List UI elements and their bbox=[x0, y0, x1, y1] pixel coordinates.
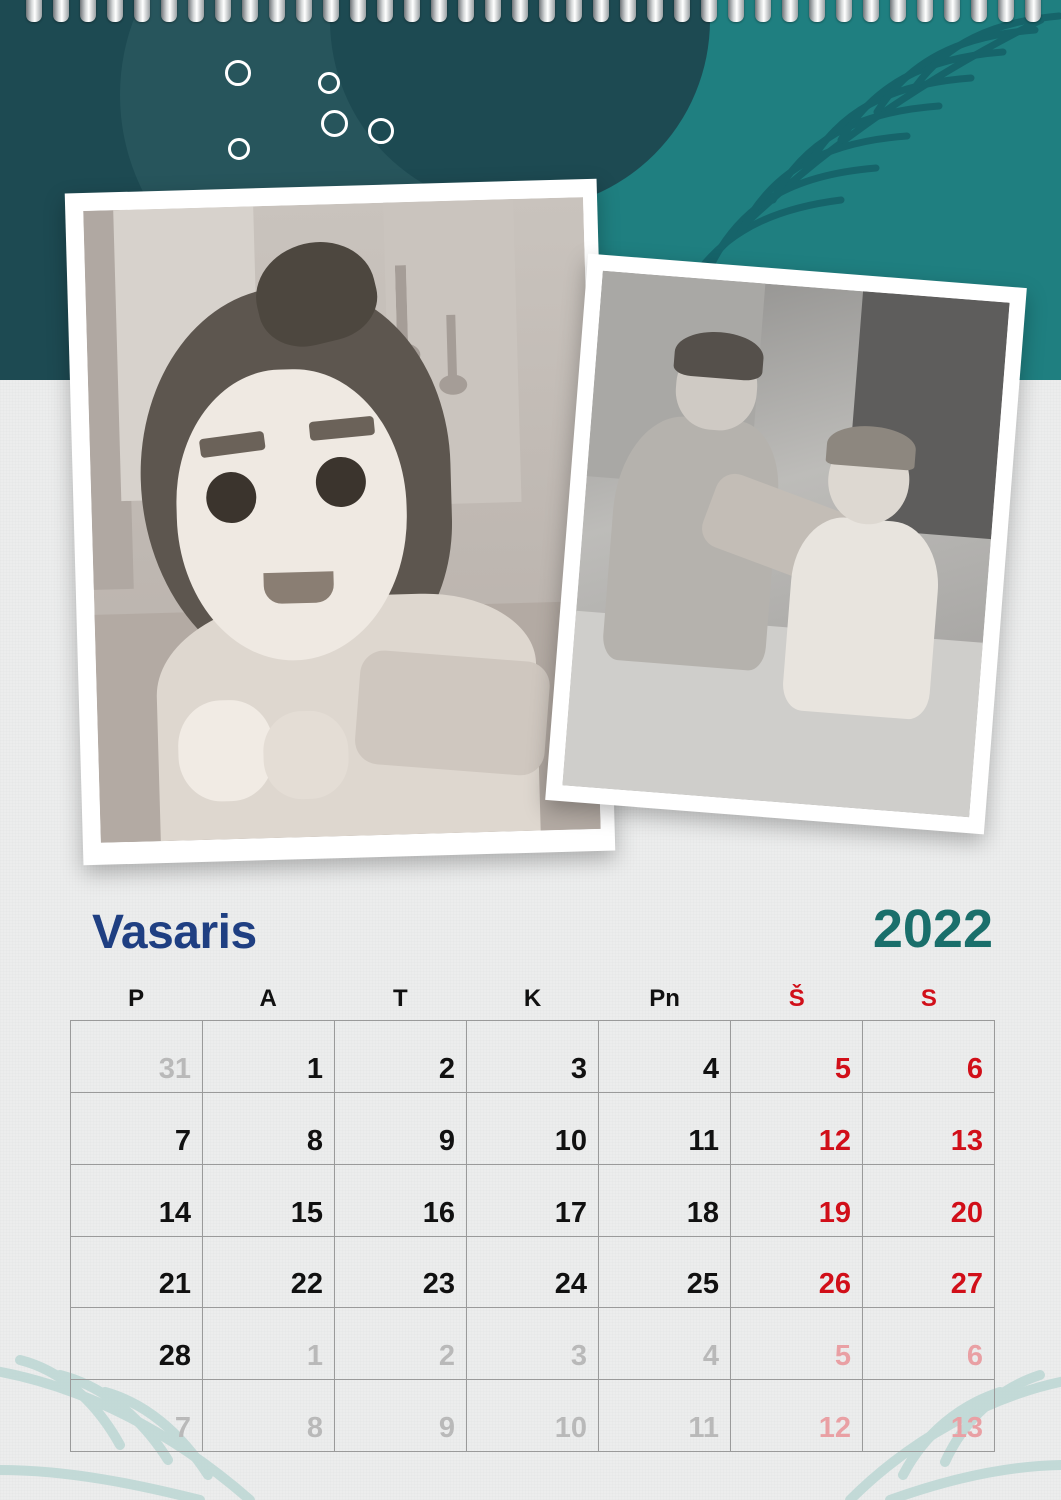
day-cell[interactable] bbox=[203, 1021, 335, 1093]
year-title: 2022 bbox=[872, 899, 993, 959]
day-number: 23 bbox=[422, 1268, 455, 1301]
day-number: 4 bbox=[702, 1052, 719, 1085]
spiral-coil bbox=[26, 0, 42, 22]
day-cell[interactable] bbox=[599, 1308, 731, 1380]
spiral-coil bbox=[485, 0, 501, 22]
spiral-coil bbox=[458, 0, 474, 22]
spiral-coil bbox=[539, 0, 555, 22]
day-cell[interactable] bbox=[203, 1380, 335, 1452]
day-number: 8 bbox=[306, 1124, 323, 1157]
day-number: 19 bbox=[818, 1196, 851, 1229]
day-cell[interactable] bbox=[599, 1093, 731, 1165]
spiral-coil bbox=[53, 0, 69, 22]
day-number: 22 bbox=[290, 1268, 323, 1301]
weekday-label-wed: T bbox=[393, 985, 408, 1012]
spiral-coil bbox=[80, 0, 96, 22]
day-number: 20 bbox=[950, 1196, 983, 1229]
day-number: 5 bbox=[834, 1052, 851, 1085]
day-number: 3 bbox=[570, 1340, 587, 1373]
day-number: 7 bbox=[174, 1412, 191, 1444]
day-number: 7 bbox=[174, 1124, 191, 1157]
spiral-binding bbox=[0, 0, 1061, 34]
spiral-coil bbox=[323, 0, 339, 22]
day-cell[interactable] bbox=[335, 1021, 467, 1093]
day-number: 12 bbox=[818, 1412, 851, 1444]
spiral-coil bbox=[701, 0, 717, 22]
spiral-coil bbox=[863, 0, 879, 22]
spiral-coil bbox=[647, 0, 663, 22]
day-number: 21 bbox=[158, 1268, 191, 1301]
day-number: 24 bbox=[554, 1268, 587, 1301]
bubble-icon bbox=[368, 118, 394, 144]
day-number: 9 bbox=[438, 1412, 455, 1444]
day-number: 28 bbox=[158, 1340, 191, 1373]
day-cell[interactable] bbox=[203, 1308, 335, 1380]
spiral-coil bbox=[161, 0, 177, 22]
day-cell[interactable] bbox=[467, 1237, 599, 1309]
father-and-child-photo-image bbox=[562, 271, 1009, 817]
weekday-label-mon: P bbox=[128, 985, 145, 1012]
spiral-coil bbox=[728, 0, 744, 22]
bubble-icon bbox=[318, 72, 340, 94]
day-number: 12 bbox=[818, 1124, 851, 1157]
day-cell[interactable] bbox=[71, 1380, 203, 1452]
day-cell[interactable] bbox=[335, 1165, 467, 1237]
day-cell[interactable] bbox=[71, 1093, 203, 1165]
day-number: 8 bbox=[306, 1412, 323, 1444]
day-cell[interactable] bbox=[71, 1165, 203, 1237]
day-cell[interactable] bbox=[863, 1237, 995, 1309]
day-number: 11 bbox=[688, 1124, 719, 1157]
spiral-coil bbox=[755, 0, 771, 22]
day-cell[interactable] bbox=[203, 1093, 335, 1165]
day-cell[interactable] bbox=[599, 1165, 731, 1237]
day-number: 10 bbox=[554, 1412, 587, 1444]
day-number: 3 bbox=[570, 1052, 587, 1085]
day-cell[interactable] bbox=[731, 1093, 863, 1165]
spiral-coil bbox=[971, 0, 987, 22]
calendar-grid bbox=[70, 1020, 995, 1452]
day-cell[interactable] bbox=[467, 1380, 599, 1452]
weekday-header-row bbox=[70, 985, 995, 1013]
day-number: 31 bbox=[158, 1052, 191, 1085]
day-number: 6 bbox=[966, 1052, 983, 1085]
weekday-label-tue: A bbox=[259, 985, 277, 1012]
day-cell[interactable] bbox=[863, 1021, 995, 1093]
day-cell[interactable] bbox=[335, 1308, 467, 1380]
spiral-coil bbox=[836, 0, 852, 22]
spiral-coil bbox=[890, 0, 906, 22]
spiral-coil bbox=[620, 0, 636, 22]
day-cell[interactable] bbox=[863, 1165, 995, 1237]
day-number: 5 bbox=[834, 1340, 851, 1373]
weekday-label-sun: S bbox=[920, 985, 937, 1012]
spiral-coil bbox=[269, 0, 285, 22]
day-number: 2 bbox=[438, 1340, 455, 1373]
day-number: 2 bbox=[438, 1052, 455, 1085]
day-number: 11 bbox=[688, 1412, 719, 1444]
day-number: 17 bbox=[554, 1196, 587, 1229]
spiral-coil bbox=[350, 0, 366, 22]
spiral-coil bbox=[782, 0, 798, 22]
day-cell[interactable] bbox=[71, 1237, 203, 1309]
spiral-coil bbox=[566, 0, 582, 22]
weekday-label-sat: Š bbox=[788, 985, 805, 1012]
day-cell[interactable] bbox=[203, 1165, 335, 1237]
spiral-coil bbox=[1025, 0, 1041, 22]
day-cell[interactable] bbox=[731, 1380, 863, 1452]
month-title: Vasaris bbox=[92, 906, 257, 959]
spiral-coil bbox=[674, 0, 690, 22]
spiral-coil bbox=[809, 0, 825, 22]
day-number: 16 bbox=[422, 1196, 455, 1229]
spiral-coil bbox=[431, 0, 447, 22]
day-number: 25 bbox=[686, 1268, 719, 1301]
day-cell[interactable] bbox=[467, 1308, 599, 1380]
day-number: 1 bbox=[306, 1340, 323, 1373]
bubble-icon bbox=[321, 110, 348, 137]
day-cell[interactable] bbox=[863, 1308, 995, 1380]
day-cell[interactable] bbox=[71, 1021, 203, 1093]
day-cell[interactable] bbox=[335, 1380, 467, 1452]
spiral-coil bbox=[107, 0, 123, 22]
day-number: 9 bbox=[438, 1124, 455, 1157]
day-number: 13 bbox=[950, 1124, 983, 1157]
spiral-coil bbox=[593, 0, 609, 22]
spiral-coil bbox=[404, 0, 420, 22]
day-cell[interactable] bbox=[599, 1380, 731, 1452]
spiral-coil bbox=[134, 0, 150, 22]
baby-photo-image bbox=[83, 197, 600, 843]
spiral-coil bbox=[998, 0, 1014, 22]
bubble-icon bbox=[225, 60, 251, 86]
day-cell[interactable] bbox=[467, 1093, 599, 1165]
day-number: 14 bbox=[158, 1196, 191, 1229]
day-number: 6 bbox=[966, 1340, 983, 1373]
bubble-icon bbox=[228, 138, 250, 160]
spiral-coil bbox=[512, 0, 528, 22]
spiral-coil bbox=[296, 0, 312, 22]
spiral-coil bbox=[188, 0, 204, 22]
day-cell[interactable] bbox=[71, 1308, 203, 1380]
day-number: 1 bbox=[306, 1052, 323, 1085]
father-and-child-photo bbox=[545, 254, 1027, 835]
day-cell[interactable] bbox=[599, 1237, 731, 1309]
weekday-label-fri: Pn bbox=[649, 985, 680, 1012]
spiral-coil bbox=[917, 0, 933, 22]
day-number: 26 bbox=[818, 1268, 851, 1301]
day-number: 13 bbox=[950, 1412, 983, 1444]
day-number: 4 bbox=[702, 1340, 719, 1373]
baby-photo bbox=[65, 179, 616, 866]
day-cell[interactable] bbox=[467, 1021, 599, 1093]
day-cell[interactable] bbox=[731, 1165, 863, 1237]
spiral-coil bbox=[242, 0, 258, 22]
day-cell[interactable] bbox=[731, 1237, 863, 1309]
spiral-coil bbox=[377, 0, 393, 22]
day-number: 18 bbox=[686, 1196, 719, 1229]
day-cell[interactable] bbox=[335, 1093, 467, 1165]
day-cell[interactable] bbox=[335, 1237, 467, 1309]
day-cell[interactable] bbox=[599, 1021, 731, 1093]
weekday-label-thu: K bbox=[523, 985, 542, 1012]
day-cell[interactable] bbox=[467, 1165, 599, 1237]
day-number: 27 bbox=[950, 1268, 983, 1301]
day-cell[interactable] bbox=[863, 1093, 995, 1165]
day-number: 15 bbox=[290, 1196, 323, 1229]
day-cell[interactable] bbox=[203, 1237, 335, 1309]
day-number: 10 bbox=[554, 1124, 587, 1157]
day-cell[interactable] bbox=[731, 1021, 863, 1093]
day-cell[interactable] bbox=[731, 1308, 863, 1380]
spiral-coil bbox=[215, 0, 231, 22]
day-cell[interactable] bbox=[863, 1380, 995, 1452]
spiral-coil bbox=[944, 0, 960, 22]
